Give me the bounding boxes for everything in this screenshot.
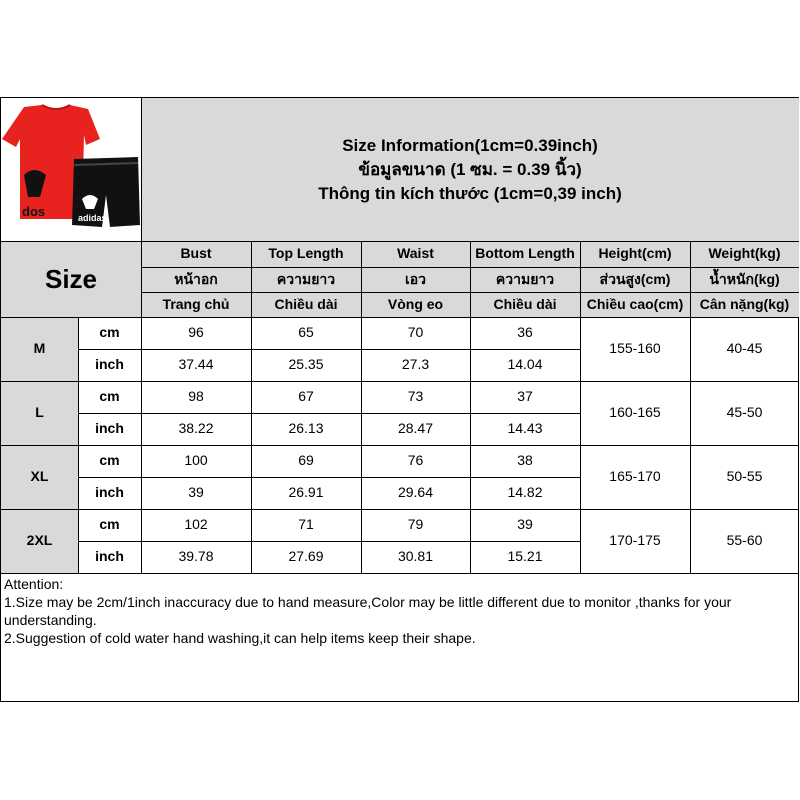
- header-cell: Bust: [141, 241, 251, 267]
- grid-line: [1, 509, 799, 510]
- value-cell: 27.69: [288, 548, 324, 565]
- value-cell: 39: [517, 516, 533, 533]
- value-cell: 67: [298, 388, 314, 405]
- grid-line: [1, 573, 799, 574]
- header-cell: เอว: [361, 267, 470, 292]
- header-cell: Height(cm): [580, 241, 690, 267]
- header-cell: ความยาว: [470, 267, 580, 292]
- unit-cell: cm: [99, 516, 120, 533]
- value-cell: 26.91: [288, 484, 324, 501]
- grid-line: [1, 445, 799, 446]
- header-cell: Top Length: [251, 241, 361, 267]
- attention-line-2: 2.Suggestion of cold water hand washing,it can help items keep their shape.: [4, 630, 476, 646]
- header-cell: Chiều cao(cm): [580, 292, 690, 317]
- size-chart: [0, 97, 799, 702]
- header-cell: Cân nặng(kg): [690, 292, 799, 317]
- grid-line: [1, 317, 799, 318]
- value-cell: 100: [184, 452, 208, 469]
- product-image: [2, 99, 140, 240]
- header-cell: Weight(kg): [690, 241, 799, 267]
- size-cell: 2XL: [1, 509, 78, 573]
- value-cell: 76: [407, 452, 424, 469]
- grid-line: [141, 98, 142, 573]
- value-cell: 37: [517, 388, 533, 405]
- attention-heading: Attention:: [4, 576, 64, 592]
- value-cell: 36: [517, 324, 533, 341]
- height-cell: 165-170: [609, 468, 661, 485]
- attention-line-1: 1.Size may be 2cm/1inch inaccuracy due to hand measure,Color may be little different due to monitor ,thanks for your understanding.: [4, 594, 732, 628]
- header-cell: Trang chủ: [141, 292, 251, 317]
- header-cell: ความยาว: [251, 267, 361, 292]
- grid-line: [78, 413, 580, 414]
- header-cell: Waist: [361, 241, 470, 267]
- grid-line: [78, 317, 79, 573]
- size-cell: XL: [1, 445, 78, 509]
- value-cell: 98: [188, 388, 204, 405]
- value-cell: 29.64: [397, 484, 434, 501]
- weight-cell: 55-60: [726, 532, 763, 549]
- value-cell: 65: [298, 324, 314, 341]
- size-label: Size: [1, 241, 141, 317]
- grid-line: [580, 241, 581, 573]
- value-cell: 14.43: [507, 420, 543, 437]
- value-cell: 71: [298, 516, 314, 533]
- unit-cell: inch: [95, 356, 124, 373]
- value-cell: 39: [188, 484, 204, 501]
- grid-line: [1, 241, 799, 242]
- grid-line: [470, 241, 471, 573]
- value-cell: 25.35: [288, 356, 324, 373]
- grid-line: [78, 349, 580, 350]
- title-thai: ข้อมูลขนาด (1 ซม. = 0.39 นิ้ว): [358, 159, 582, 179]
- weight-cell: 45-50: [726, 404, 763, 421]
- title-english: Size Information(1cm=0.39inch): [342, 135, 598, 155]
- unit-cell: inch: [95, 548, 124, 565]
- grid-line: [361, 241, 362, 573]
- attention-notes: [4, 575, 794, 647]
- value-cell: 38.22: [178, 420, 214, 437]
- size-cell: M: [1, 317, 78, 381]
- unit-cell: cm: [99, 452, 120, 469]
- value-cell: 14.04: [507, 356, 543, 373]
- value-cell: 38: [517, 452, 533, 469]
- value-cell: 69: [298, 452, 314, 469]
- grid-line: [78, 477, 580, 478]
- height-cell: 170-175: [609, 532, 661, 549]
- grid-line: [690, 241, 691, 573]
- grid-line: [78, 541, 580, 542]
- grid-line: [251, 241, 252, 573]
- svg-text:adidas: adidas: [78, 213, 107, 223]
- header-cell: Vòng eo: [361, 292, 470, 317]
- header-cell: Chiều dài: [470, 292, 580, 317]
- value-cell: 30.81: [397, 548, 434, 565]
- size-cell: L: [1, 381, 78, 445]
- svg-text:dos: dos: [22, 204, 46, 219]
- value-cell: 73: [407, 388, 424, 405]
- header-cell: หน้าอก: [141, 267, 251, 292]
- height-cell: 155-160: [609, 340, 661, 357]
- unit-cell: cm: [99, 324, 120, 341]
- value-cell: 79: [407, 516, 424, 533]
- header-cell: Bottom Length: [470, 241, 580, 267]
- value-cell: 102: [184, 516, 208, 533]
- value-cell: 28.47: [397, 420, 434, 437]
- header-cell: น้ำหนัก(kg): [690, 267, 799, 292]
- tracksuit-icon: [2, 99, 140, 240]
- weight-cell: 40-45: [726, 340, 763, 357]
- height-cell: 160-165: [609, 404, 661, 421]
- unit-cell: cm: [99, 388, 120, 405]
- title-vietnamese: Thông tin kích thước (1cm=0,39 inch): [318, 183, 622, 203]
- header-cell: Chiều dài: [251, 292, 361, 317]
- weight-cell: 50-55: [726, 468, 763, 485]
- grid-line: [1, 381, 799, 382]
- value-cell: 37.44: [178, 356, 214, 373]
- value-cell: 14.82: [507, 484, 543, 501]
- unit-cell: inch: [95, 484, 124, 501]
- header-cell: ส่วนสูง(cm): [580, 267, 690, 292]
- title-block: [141, 98, 799, 241]
- unit-cell: inch: [95, 420, 124, 437]
- value-cell: 27.3: [401, 356, 430, 373]
- value-cell: 26.13: [288, 420, 324, 437]
- value-cell: 15.21: [507, 548, 543, 565]
- value-cell: 39.78: [178, 548, 214, 565]
- value-cell: 70: [407, 324, 424, 341]
- value-cell: 96: [188, 324, 204, 341]
